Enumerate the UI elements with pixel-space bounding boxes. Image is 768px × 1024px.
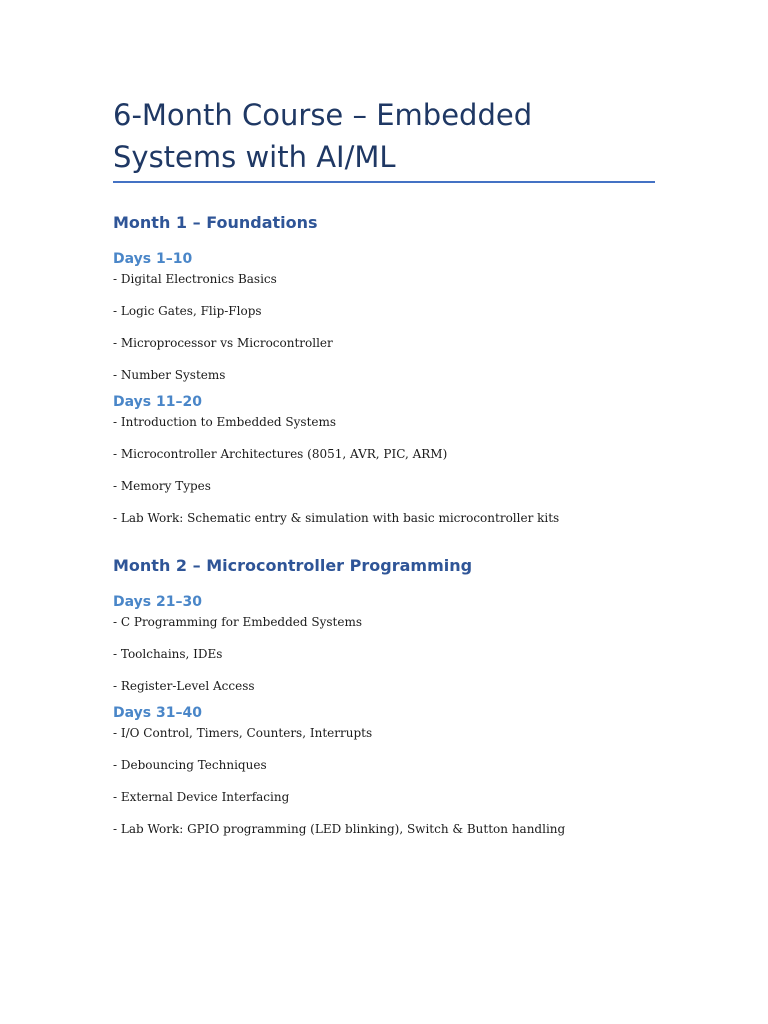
days-heading: Days 1–10 [113,251,193,267]
document-title: 6-Month Course – Embedded Systems with AI/ML [113,98,533,174]
list-item: - Microcontroller Architectures (8051, AVR, PIC, ARM) [113,447,448,461]
days-group [113,393,655,526]
list-item: - Number Systems [113,368,226,382]
list-item: - Debouncing Techniques [113,758,267,772]
month-heading: Month 1 – Foundations [113,213,318,232]
days-group [113,250,655,383]
days-heading: Days 31–40 [113,705,202,721]
list-item: - Memory Types [113,479,211,493]
list-item: - External Device Interfacing [113,790,290,804]
topic-list [113,614,655,694]
topic-list [113,271,655,383]
list-item: - Toolchains, IDEs [113,647,223,661]
list-item: - C Programming for Embedded Systems [113,615,363,629]
list-item: - I/O Control, Timers, Counters, Interrupts [113,726,373,740]
days-heading: Days 11–20 [113,394,202,410]
list-item: - Register-Level Access [113,679,255,693]
list-item: - Lab Work: Schematic entry & simulation with basic microcontroller kits [113,511,560,525]
topic-list [113,725,655,837]
document-content [113,94,655,837]
days-group [113,704,655,837]
topic-list [113,414,655,526]
month-section-2 [113,556,655,837]
list-item: - Lab Work: GPIO programming (LED blinking), Switch & Button handling [113,822,566,836]
list-item: - Logic Gates, Flip-Flops [113,304,262,318]
title-underline [113,181,655,183]
days-heading: Days 21–30 [113,594,202,610]
days-group [113,593,655,694]
month-section-1 [113,213,655,526]
list-item: - Digital Electronics Basics [113,272,277,286]
list-item: - Introduction to Embedded Systems [113,415,337,429]
list-item: - Microprocessor vs Microcontroller [113,336,333,350]
month-heading: Month 2 – Microcontroller Programming [113,556,473,575]
